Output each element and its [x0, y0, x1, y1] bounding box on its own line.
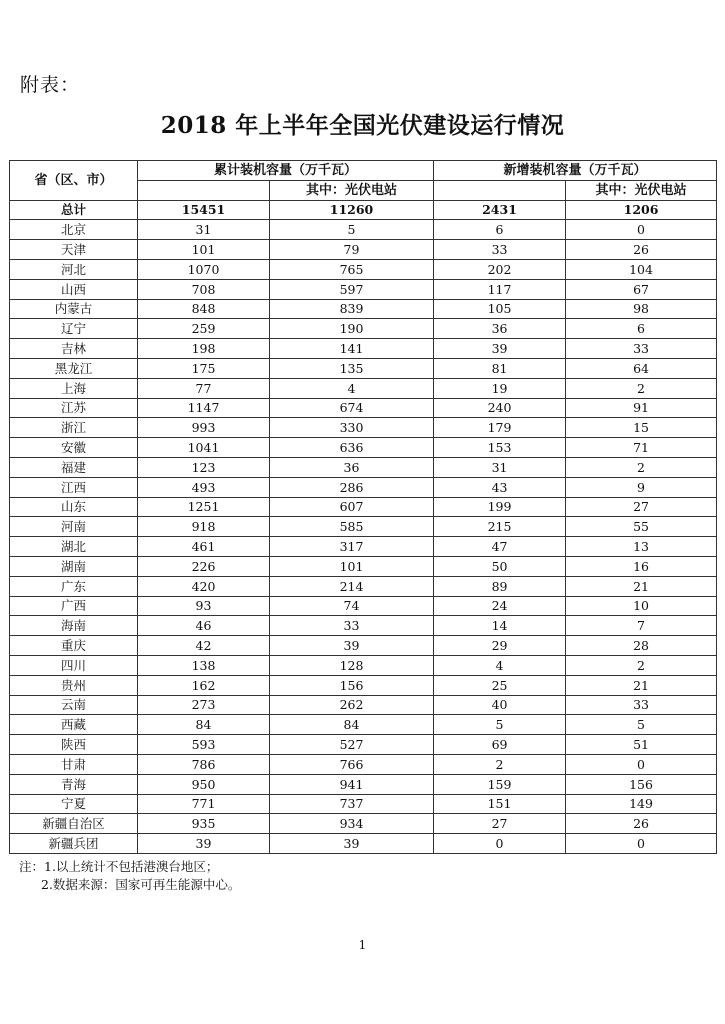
new-cell: 202: [434, 259, 566, 279]
new-stations-cell: 16: [566, 556, 717, 576]
new-cell: 69: [434, 735, 566, 755]
cumulative-stations-cell: 765: [270, 259, 434, 279]
table-row: [10, 517, 717, 537]
province-cell: 西藏: [10, 715, 138, 735]
table-row: [10, 675, 717, 695]
new-stations-cell: 2: [566, 378, 717, 398]
new-cell: 36: [434, 319, 566, 339]
cumulative-cell: 461: [138, 537, 270, 557]
table-row: [10, 735, 717, 755]
table-row: [10, 457, 717, 477]
province-cell: 广西: [10, 596, 138, 616]
cumulative-cell: 138: [138, 655, 270, 675]
table-row: [10, 319, 717, 339]
new-stations-cell: 7: [566, 616, 717, 636]
page-title: 2018 年上半年全国光伏建设运行情况: [160, 112, 565, 139]
cumulative-cell: 950: [138, 774, 270, 794]
cumulative-cell: 993: [138, 418, 270, 438]
new-stations-cell: 0: [566, 834, 717, 854]
new-stations-cell: 104: [566, 259, 717, 279]
cumulative-stations-cell: 934: [270, 814, 434, 834]
cumulative-cell: 493: [138, 477, 270, 497]
new-stations-cell: 26: [566, 814, 717, 834]
new-stations-cell: 33: [566, 339, 717, 359]
table-row: [10, 398, 717, 418]
cumulative-stations-cell: 941: [270, 774, 434, 794]
province-cell: 山东: [10, 497, 138, 517]
new-stations-cell: 15: [566, 418, 717, 438]
cumulative-stations-cell: 286: [270, 477, 434, 497]
cumulative-stations-cell: 585: [270, 517, 434, 537]
table-row: [10, 299, 717, 319]
table-row: [10, 358, 717, 378]
cumulative-cell: 593: [138, 735, 270, 755]
attachment-label: 附表：: [20, 74, 81, 96]
table-row: [10, 279, 717, 299]
new-cell: 40: [434, 695, 566, 715]
new-cell: 39: [434, 339, 566, 359]
province-cell: 陕西: [10, 735, 138, 755]
new-cell: 33: [434, 240, 566, 260]
new-stations-cell: 5: [566, 715, 717, 735]
cumulative-stations-cell: 190: [270, 319, 434, 339]
new-stations-cell: 33: [566, 695, 717, 715]
pv-capacity-table: [9, 160, 717, 854]
new-cell: 240: [434, 398, 566, 418]
cumulative-stations-cell: 839: [270, 299, 434, 319]
cumulative-stations-cell: 674: [270, 398, 434, 418]
cumulative-cell: 786: [138, 754, 270, 774]
cumulative-cell: 46: [138, 616, 270, 636]
cumulative-cell: 198: [138, 339, 270, 359]
new-stations-cell: 51: [566, 735, 717, 755]
province-cell: 辽宁: [10, 319, 138, 339]
new-stations-cell: 91: [566, 398, 717, 418]
cumulative-stations-cell: 36: [270, 457, 434, 477]
header-new-stations: 其中：光伏电站: [566, 180, 717, 200]
cumulative-cell: 1147: [138, 398, 270, 418]
new-stations-cell: 21: [566, 675, 717, 695]
province-cell: 江西: [10, 477, 138, 497]
table-row: [10, 814, 717, 834]
cumulative-stations-cell: 330: [270, 418, 434, 438]
table-row: [10, 655, 717, 675]
table-row: [10, 794, 717, 814]
province-cell: 上海: [10, 378, 138, 398]
cumulative-cell: 1251: [138, 497, 270, 517]
cumulative-cell: 273: [138, 695, 270, 715]
province-cell: 河南: [10, 517, 138, 537]
table-row: [10, 834, 717, 854]
table-row: [10, 438, 717, 458]
cumulative-cell: 708: [138, 279, 270, 299]
cumulative-cell: 101: [138, 240, 270, 260]
province-cell: 山西: [10, 279, 138, 299]
new-cell: 19: [434, 378, 566, 398]
cumulative-cell: 84: [138, 715, 270, 735]
province-cell: 新疆自治区: [10, 814, 138, 834]
new-stations-cell: 0: [566, 754, 717, 774]
new-stations-cell: 10: [566, 596, 717, 616]
province-cell: 黑龙江: [10, 358, 138, 378]
province-cell: 贵州: [10, 675, 138, 695]
province-cell: 重庆: [10, 636, 138, 656]
cumulative-cell: 42: [138, 636, 270, 656]
table-row: [10, 596, 717, 616]
cumulative-cell: 771: [138, 794, 270, 814]
cumulative-cell: 1070: [138, 259, 270, 279]
new-stations-cell: 71: [566, 438, 717, 458]
new-stations-cell: 0: [566, 220, 717, 240]
cumulative-stations-cell: 262: [270, 695, 434, 715]
province-cell: 海南: [10, 616, 138, 636]
new-cell: 215: [434, 517, 566, 537]
table-row: [10, 576, 717, 596]
table-row: [10, 339, 717, 359]
cumulative-stations-cell: 4: [270, 378, 434, 398]
table-row: [10, 240, 717, 260]
cumulative-cell: 420: [138, 576, 270, 596]
cumulative-stations-cell: 156: [270, 675, 434, 695]
new-cell: 47: [434, 537, 566, 557]
header-new: 新增装机容量（万千瓦）: [434, 161, 717, 181]
header-cumulative-total-blank: [138, 180, 270, 200]
footnotes: [19, 858, 240, 894]
cumulative-cell: 226: [138, 556, 270, 576]
table-row: [10, 497, 717, 517]
cumulative-cell: 31: [138, 220, 270, 240]
total-cumulative: 15451: [138, 200, 270, 220]
cumulative-cell: 918: [138, 517, 270, 537]
new-cell: 6: [434, 220, 566, 240]
new-cell: 0: [434, 834, 566, 854]
table-row-total: [10, 200, 717, 220]
table-row: [10, 378, 717, 398]
new-cell: 153: [434, 438, 566, 458]
new-cell: 24: [434, 596, 566, 616]
total-label: 总计: [10, 200, 138, 220]
new-stations-cell: 2: [566, 457, 717, 477]
new-cell: 81: [434, 358, 566, 378]
province-cell: 浙江: [10, 418, 138, 438]
cumulative-cell: 848: [138, 299, 270, 319]
cumulative-cell: 175: [138, 358, 270, 378]
cumulative-cell: 77: [138, 378, 270, 398]
new-stations-cell: 6: [566, 319, 717, 339]
province-cell: 广东: [10, 576, 138, 596]
province-cell: 湖北: [10, 537, 138, 557]
new-stations-cell: 28: [566, 636, 717, 656]
new-stations-cell: 9: [566, 477, 717, 497]
footnote-2: 2.数据来源：国家可再生能源中心。: [41, 877, 241, 892]
total-new-stations: 1206: [566, 200, 717, 220]
province-cell: 江苏: [10, 398, 138, 418]
cumulative-stations-cell: 737: [270, 794, 434, 814]
table-row: [10, 616, 717, 636]
cumulative-stations-cell: 101: [270, 556, 434, 576]
province-cell: 天津: [10, 240, 138, 260]
cumulative-cell: 93: [138, 596, 270, 616]
total-cumulative-stations: 11260: [270, 200, 434, 220]
new-stations-cell: 55: [566, 517, 717, 537]
new-stations-cell: 2: [566, 655, 717, 675]
new-cell: 43: [434, 477, 566, 497]
table-row: [10, 774, 717, 794]
new-stations-cell: 27: [566, 497, 717, 517]
new-stations-cell: 98: [566, 299, 717, 319]
table-row: [10, 556, 717, 576]
cumulative-cell: 123: [138, 457, 270, 477]
new-stations-cell: 67: [566, 279, 717, 299]
new-cell: 199: [434, 497, 566, 517]
new-stations-cell: 26: [566, 240, 717, 260]
cumulative-stations-cell: 135: [270, 358, 434, 378]
new-cell: 29: [434, 636, 566, 656]
province-cell: 青海: [10, 774, 138, 794]
header-cumulative: 累计装机容量（万千瓦）: [138, 161, 434, 181]
cumulative-stations-cell: 214: [270, 576, 434, 596]
cumulative-stations-cell: 317: [270, 537, 434, 557]
new-cell: 50: [434, 556, 566, 576]
table-row: [10, 418, 717, 438]
province-cell: 北京: [10, 220, 138, 240]
new-cell: 117: [434, 279, 566, 299]
new-stations-cell: 64: [566, 358, 717, 378]
table-row: [10, 220, 717, 240]
cumulative-stations-cell: 39: [270, 834, 434, 854]
province-cell: 新疆兵团: [10, 834, 138, 854]
cumulative-stations-cell: 141: [270, 339, 434, 359]
province-cell: 安徽: [10, 438, 138, 458]
new-cell: 151: [434, 794, 566, 814]
province-cell: 内蒙古: [10, 299, 138, 319]
new-stations-cell: 156: [566, 774, 717, 794]
new-cell: 14: [434, 616, 566, 636]
province-cell: 四川: [10, 655, 138, 675]
cumulative-stations-cell: 636: [270, 438, 434, 458]
new-cell: 105: [434, 299, 566, 319]
new-cell: 159: [434, 774, 566, 794]
new-cell: 4: [434, 655, 566, 675]
new-stations-cell: 149: [566, 794, 717, 814]
province-cell: 湖南: [10, 556, 138, 576]
table-row: [10, 636, 717, 656]
header-province: 省（区、市）: [10, 161, 138, 201]
cumulative-stations-cell: 766: [270, 754, 434, 774]
province-cell: 云南: [10, 695, 138, 715]
cumulative-stations-cell: 597: [270, 279, 434, 299]
cumulative-cell: 259: [138, 319, 270, 339]
new-stations-cell: 13: [566, 537, 717, 557]
total-new: 2431: [434, 200, 566, 220]
province-cell: 河北: [10, 259, 138, 279]
cumulative-cell: 935: [138, 814, 270, 834]
table-row: [10, 695, 717, 715]
cumulative-stations-cell: 39: [270, 636, 434, 656]
new-cell: 5: [434, 715, 566, 735]
new-cell: 2: [434, 754, 566, 774]
table-row: [10, 754, 717, 774]
cumulative-stations-cell: 5: [270, 220, 434, 240]
new-cell: 31: [434, 457, 566, 477]
province-cell: 甘肃: [10, 754, 138, 774]
new-cell: 179: [434, 418, 566, 438]
table-row: [10, 537, 717, 557]
new-cell: 27: [434, 814, 566, 834]
table-row: [10, 477, 717, 497]
province-cell: 福建: [10, 457, 138, 477]
cumulative-cell: 39: [138, 834, 270, 854]
footnote-1: 注：1.以上统计不包括港澳台地区；: [19, 859, 219, 874]
page-number: 1: [358, 938, 367, 952]
cumulative-stations-cell: 128: [270, 655, 434, 675]
new-stations-cell: 21: [566, 576, 717, 596]
cumulative-cell: 1041: [138, 438, 270, 458]
cumulative-cell: 162: [138, 675, 270, 695]
cumulative-stations-cell: 607: [270, 497, 434, 517]
table-row: [10, 715, 717, 735]
cumulative-stations-cell: 84: [270, 715, 434, 735]
header-new-total-blank: [434, 180, 566, 200]
cumulative-stations-cell: 74: [270, 596, 434, 616]
cumulative-stations-cell: 527: [270, 735, 434, 755]
province-cell: 吉林: [10, 339, 138, 359]
cumulative-stations-cell: 79: [270, 240, 434, 260]
table-row: [10, 259, 717, 279]
province-cell: 宁夏: [10, 794, 138, 814]
new-cell: 25: [434, 675, 566, 695]
new-cell: 89: [434, 576, 566, 596]
cumulative-stations-cell: 33: [270, 616, 434, 636]
header-cumulative-stations: 其中：光伏电站: [270, 180, 434, 200]
